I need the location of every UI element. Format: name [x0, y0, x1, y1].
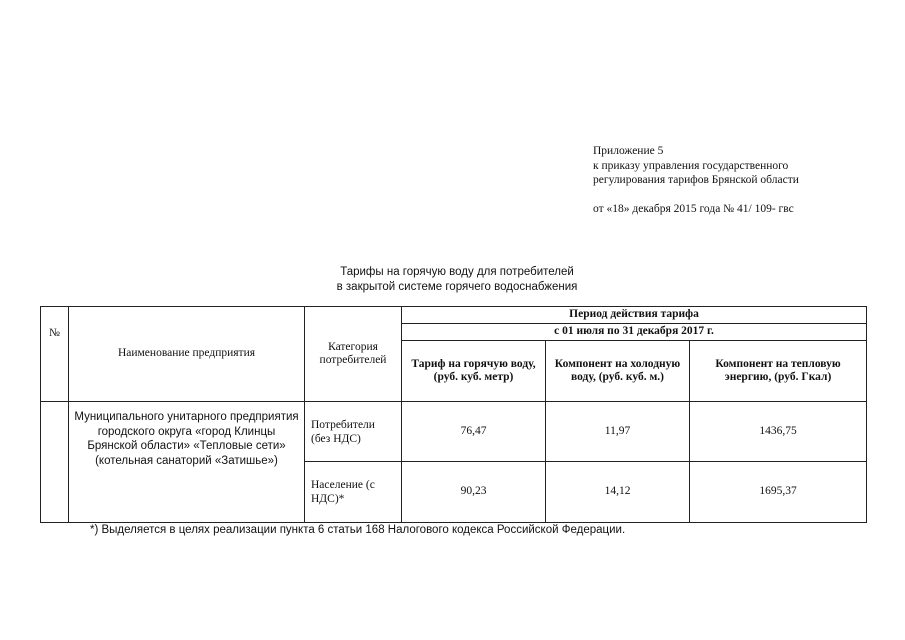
category-consumers: Потребители (без НДС) — [305, 402, 402, 462]
appendix-block — [593, 144, 799, 216]
appendix-line-3: регулирования тарифов Брянской области — [593, 174, 799, 186]
appendix-line-1: Приложение 5 — [593, 145, 664, 157]
header-heat-energy-component: Компонент на тепловую энергию, (руб. Гкал) — [690, 341, 867, 402]
header-dates: с 01 июля по 31 декабря 2017 г. — [402, 324, 867, 341]
header-number: № — [41, 307, 69, 402]
value-hot-water-consumers: 76,47 — [402, 402, 546, 462]
appendix-order-date: от «18» декабря 2015 года № 41/ 109- гвс — [593, 202, 794, 215]
header-period: Период действия тарифа — [402, 307, 867, 324]
appendix-spacer — [593, 188, 799, 202]
header-enterprise-name: Наименование предприятия — [69, 307, 305, 402]
tariff-table — [40, 306, 867, 523]
value-hot-water-population: 90,23 — [402, 462, 546, 523]
category-population: Население (с НДС)* — [305, 462, 402, 523]
value-cold-water-population: 14,12 — [546, 462, 690, 523]
document-title — [296, 265, 618, 294]
appendix-line-2: к приказу управления государственного — [593, 159, 789, 172]
value-heat-energy-consumers: 1436,75 — [690, 402, 867, 462]
enterprise-name: Муниципального унитарного предприятия городского округа «город Клинцы Брянской области» «Тепловые сети» (котельная санаторий «Затишье») — [74, 411, 299, 467]
table-row — [41, 402, 867, 462]
header-cold-water-component: Компонент на холодную воду, (руб. куб. м.) — [546, 341, 690, 402]
document-title-line-1: Тарифы на горячую воду для потребителей — [340, 266, 574, 278]
document-title-line-2: в закрытой системе горячего водоснабжения — [336, 280, 578, 293]
header-category: Категория потребителей — [305, 307, 402, 402]
row-number — [41, 402, 69, 523]
header-hot-water-tariff: Тариф на горячую воду, (руб. куб. метр) — [402, 341, 546, 402]
header-row-period — [41, 307, 867, 324]
value-cold-water-consumers: 11,97 — [546, 402, 690, 462]
enterprise-name-cell — [69, 402, 305, 523]
footnote: *) Выделяется в целях реализации пункта 6 статьи 168 Налогового кодекса Российской Федерации. — [90, 524, 626, 536]
value-heat-energy-population: 1695,37 — [690, 462, 867, 523]
